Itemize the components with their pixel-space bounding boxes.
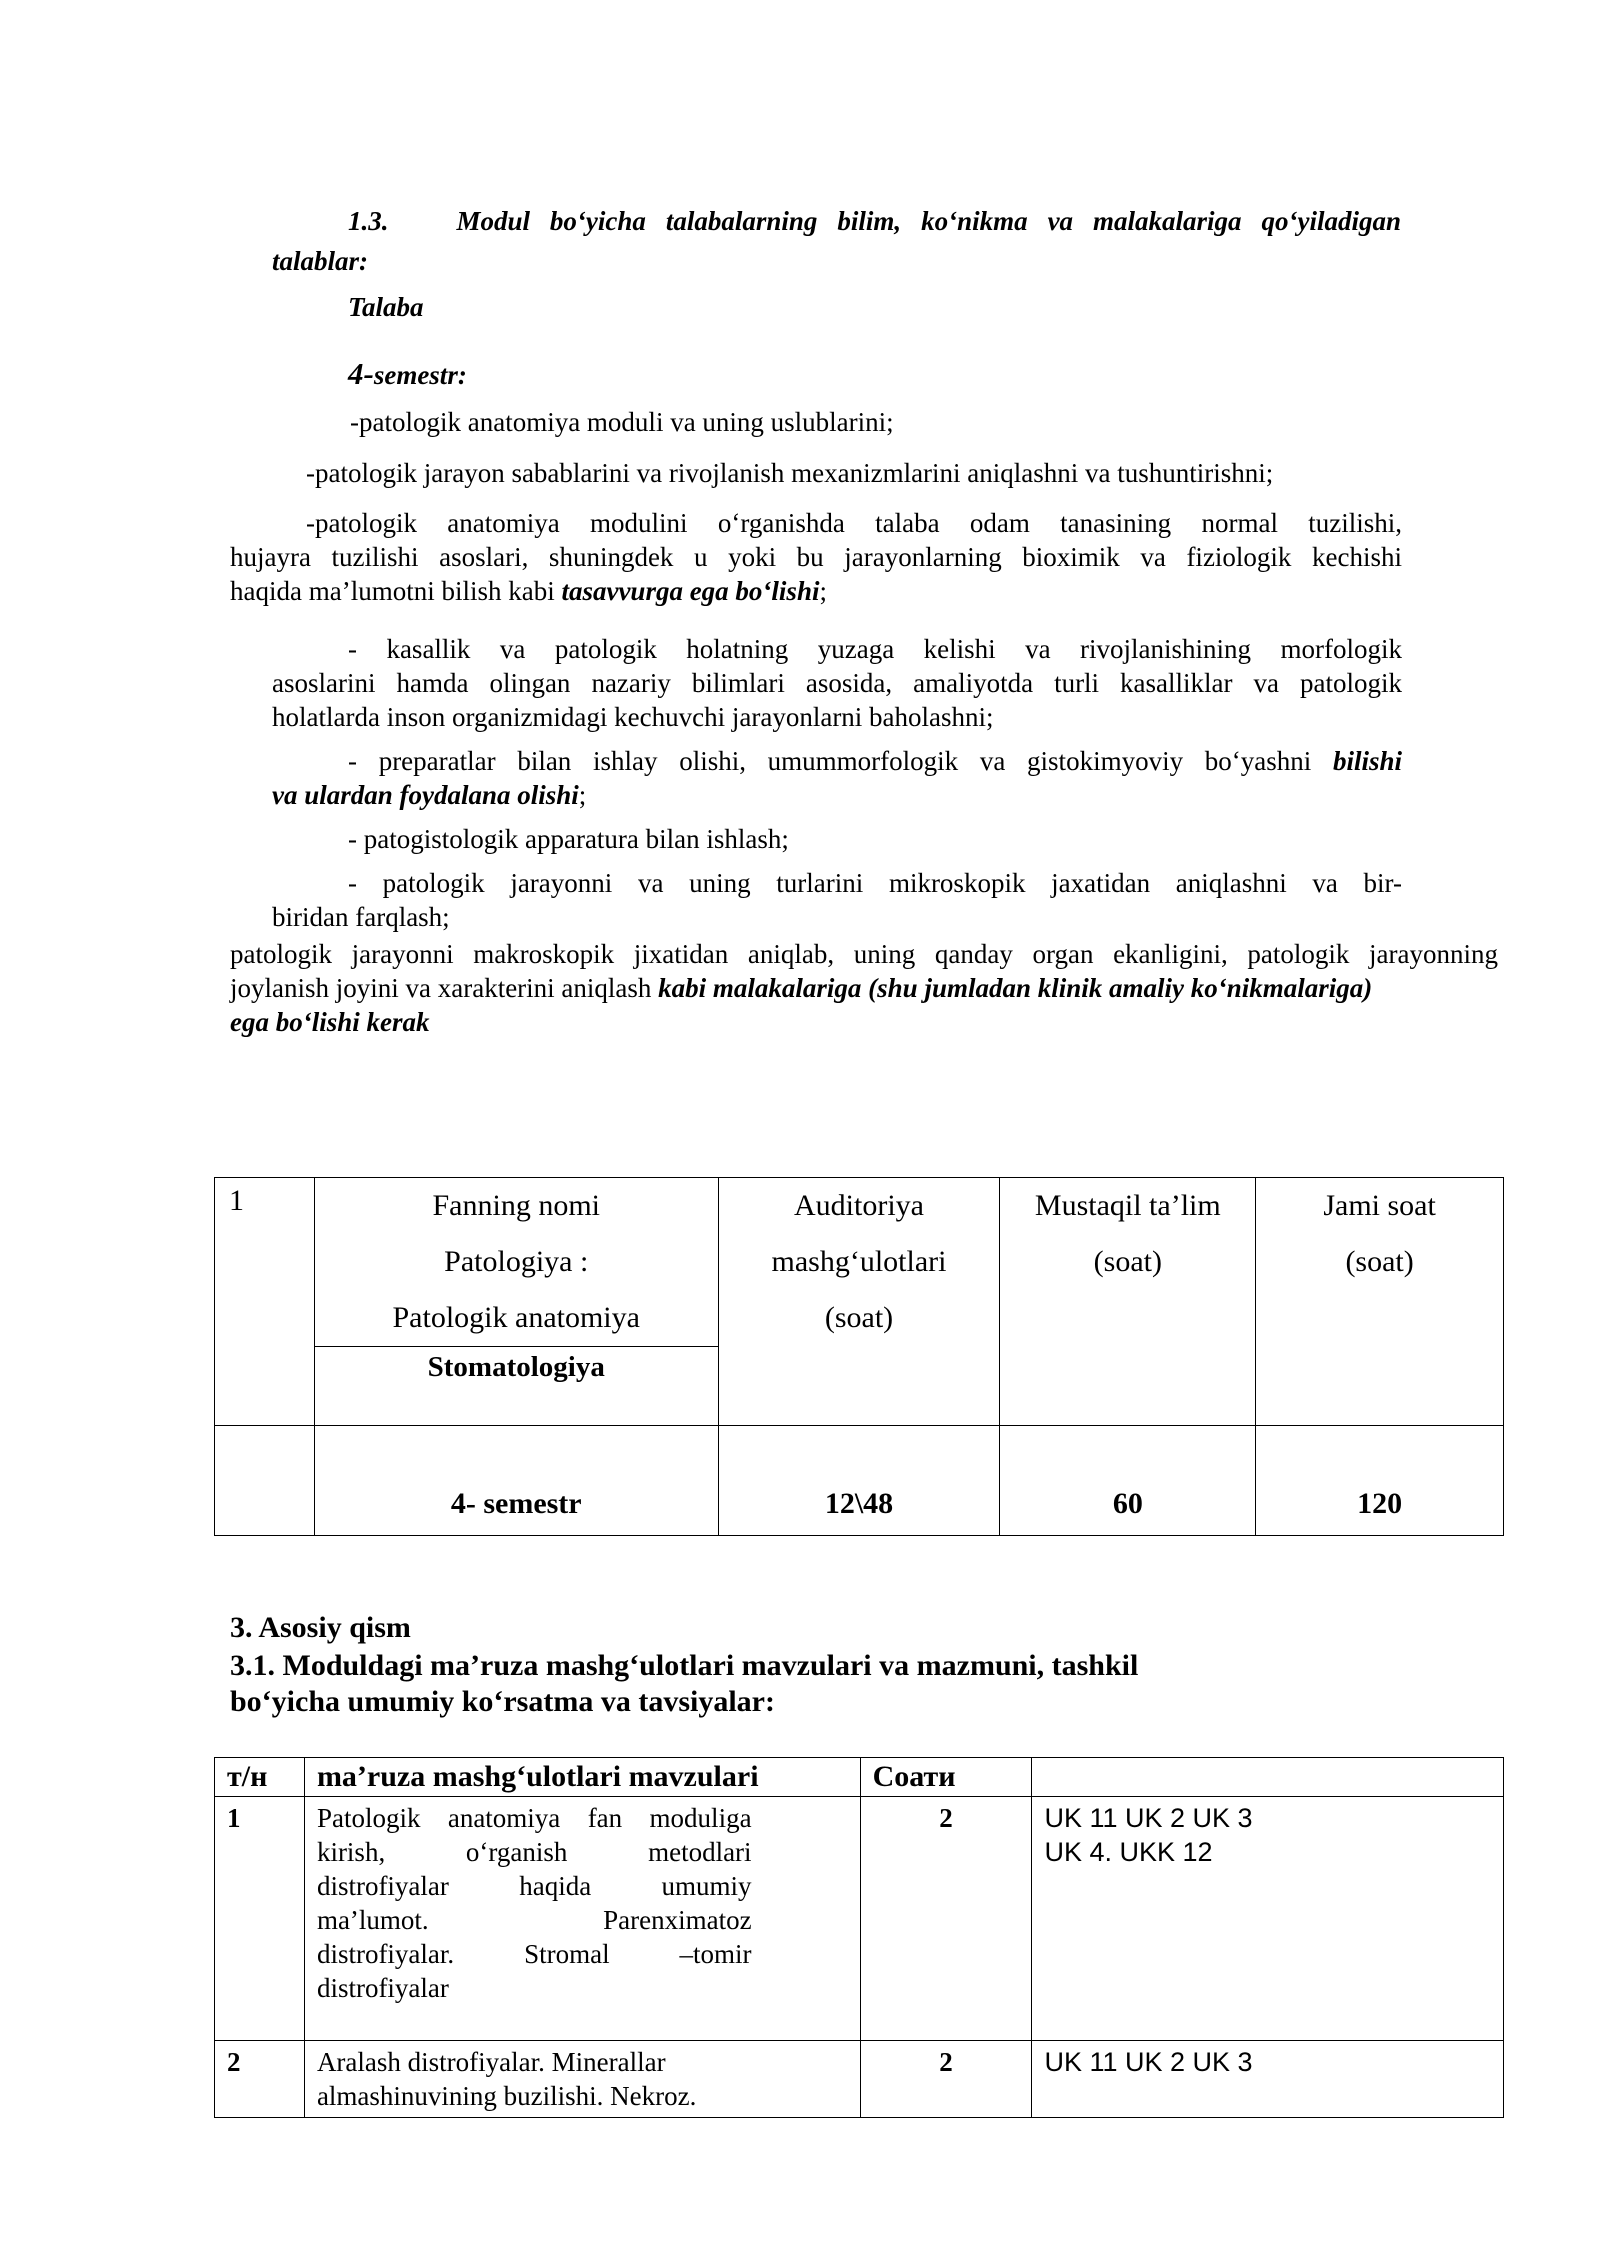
item-5-end: ; (578, 780, 587, 810)
item-4-line-2: asoslarini hamda olingan nazariy bilimlari asosida, amaliyotda turli kasalliklar va patologik (272, 668, 1402, 698)
item-3-line-2: hujayra tuzilishi asoslari, shuningdek u yoki bu jarayonlarning bioximik va fiziologik kechishi (230, 542, 1402, 572)
codes-line-2: UK 4. UKK 12 (1044, 1837, 1213, 1867)
item-3-line-3 (230, 574, 1402, 608)
auditorium-header (718, 1178, 1000, 1426)
topic-line: distrofiyalar (316, 1973, 449, 2003)
header-hours: Соати (860, 1758, 1032, 1797)
row-number: 2 (215, 2041, 305, 2118)
lecture-section-heading (230, 1648, 1138, 1720)
item-8-bold: kabi malakalariga (shu jumladan klinik amaliy ko‘nikmalariga) (658, 973, 1373, 1003)
section-heading (348, 204, 1401, 238)
hours-cell: 2 (860, 1797, 1032, 2041)
topic-line: ma’lumot. Parenximatoz (316, 1905, 752, 1935)
semester-word: semestr: (373, 360, 467, 390)
lecture-heading-line-1: 3.1. Moduldagi ma’ruza mashg‘ulotlari mavzulari va mazmuni, tashkil (230, 1649, 1139, 1682)
lecture-topics-table (214, 1757, 1504, 2118)
item-8-line-3: ega bo‘lishi kerak (230, 1007, 430, 1037)
item-3-end: ; (819, 576, 827, 606)
table-header-row (215, 1758, 1504, 1797)
table-row (215, 1797, 1504, 2041)
subject-name: Patologiya : (444, 1245, 589, 1278)
item-5-line-2 (272, 778, 1402, 812)
total-line-1: Jami soat (1323, 1189, 1436, 1222)
header-codes (1032, 1758, 1504, 1797)
item-5-bold-2: va ulardan foydalana olishi (272, 780, 579, 810)
total-line-2: (soat) (1345, 1245, 1414, 1278)
aud-line-3: (soat) (824, 1301, 894, 1334)
self-value: 60 (1112, 1487, 1143, 1520)
section-title-cont: talablar: (272, 246, 369, 276)
total-value-cell (1256, 1426, 1504, 1536)
item-5-line-1 (272, 744, 1402, 778)
subject-label: Fanning nomi (432, 1189, 600, 1222)
item-3-bold: tasavvurga ega bo‘lishi (561, 576, 820, 606)
faculty-label: Stomatologiya (315, 1346, 718, 1425)
row-number: 1 (229, 1184, 244, 1217)
codes-line-1: UK 11 UK 2 UK 3 (1044, 1803, 1253, 1833)
aud-line-1: Auditoriya (794, 1189, 924, 1222)
self-line-1: Mustaqil ta’lim (1034, 1189, 1221, 1222)
item-3-line-1: -patologik anatomiya modulini o‘rganishda talaba odam tanasining normal tuzilishi, (306, 508, 1402, 538)
topic-cell (304, 1797, 860, 2041)
item-7-line-1: - patologik jarayonni va uning turlarini mikroskopik jaxatidan aniqlashni va bir- (348, 868, 1402, 898)
topic-line: Aralash distrofiyalar. Minerallar (316, 2047, 666, 2077)
self-line-2: (soat) (1093, 1245, 1162, 1278)
item-5-bold: bilishi (1332, 746, 1403, 776)
row-number-cell (215, 1178, 315, 1426)
aud-value-cell (718, 1426, 1000, 1536)
hours-cell: 2 (860, 2041, 1032, 2118)
codes-cell (1032, 1797, 1504, 2041)
subject-subname: Patologik anatomiya (392, 1301, 640, 1334)
requirement-item-5 (272, 744, 1402, 812)
semester-label (348, 356, 467, 392)
semester-cell (314, 1426, 718, 1536)
main-part-heading: 3. Asosiy qism (230, 1611, 411, 1644)
topic-line: kirish, o‘rganish metodlari (316, 1837, 752, 1867)
self-value-cell (1000, 1426, 1256, 1536)
subject-cell (314, 1178, 718, 1426)
self-study-header (1000, 1178, 1256, 1426)
aud-line-2: mashg‘ulotlari (771, 1245, 947, 1278)
topic-cell (304, 2041, 860, 2118)
requirement-item-3 (230, 506, 1402, 608)
requirement-item-6: - patogistologik apparatura bilan ishlash; (348, 824, 789, 854)
subject-hours-table (214, 1177, 1504, 1536)
requirement-item-4 (272, 632, 1402, 734)
topic-line: distrofiyalar haqida umumiy (316, 1871, 752, 1901)
table-row (215, 2041, 1504, 2118)
student-label: Talaba (348, 292, 424, 322)
total-value: 120 (1357, 1487, 1403, 1520)
aud-value: 12\48 (824, 1487, 894, 1520)
requirement-item-7 (272, 866, 1402, 934)
item-3-plain: haqida ma’lumotni bilish kabi (230, 576, 555, 606)
empty-cell (215, 1426, 315, 1536)
requirement-item-1: -patologik anatomiya moduli va uning uslublarini; (350, 407, 894, 437)
topic-line: Patologik anatomiya fan moduliga (316, 1803, 752, 1833)
header-number: т/н (215, 1758, 305, 1797)
requirement-item-8 (230, 937, 1498, 1039)
item-8-line-2 (230, 971, 1498, 1005)
topic-line: almashinuvining buzilishi. Nekroz. (316, 2081, 697, 2111)
topic-line: distrofiyalar. Stromal –tomir (316, 1939, 752, 1969)
item-8-plain: joylanish joyini va xarakterini aniqlash (230, 973, 652, 1003)
total-header (1256, 1178, 1504, 1426)
item-4-line-3: holatlarda inson organizmidagi kechuvchi jarayonlarni baholashni; (272, 702, 994, 732)
requirement-item-2: -patologik jarayon sabablarini va rivojlanish mexanizmlarini aniqlashni va tushuntirishni; (306, 458, 1274, 488)
item-7-line-2: biridan farqlash; (272, 902, 450, 932)
semester-number: 4- (348, 356, 374, 391)
semester-value: 4- semestr (450, 1487, 582, 1520)
row-number: 1 (215, 1797, 305, 2041)
codes-line-1: UK 11 UK 2 UK 3 (1044, 2047, 1253, 2077)
section-number: 1.3. (348, 206, 389, 236)
header-topics: ma’ruza mashg‘ulotlari mavzulari (304, 1758, 860, 1797)
item-4-line-1: - kasallik va patologik holatning yuzaga kelishi va rivojlanishining morfologik (348, 634, 1402, 664)
item-8-line-1: patologik jarayonni makroskopik jixatidan aniqlab, uning qanday organ ekanligini, patologik jarayonning (230, 939, 1498, 969)
lecture-heading-line-2: bo‘yicha umumiy ko‘rsatma va tavsiyalar: (230, 1685, 775, 1718)
item-5-plain: - preparatlar bilan ishlay olishi, umummorfologik va gistokimyoviy bo‘yashni (348, 746, 1312, 776)
codes-cell (1032, 2041, 1504, 2118)
section-title: Modul bo‘yicha talabalarning bilim, ko‘nikma va malakalariga qo‘yiladigan (456, 206, 1402, 236)
